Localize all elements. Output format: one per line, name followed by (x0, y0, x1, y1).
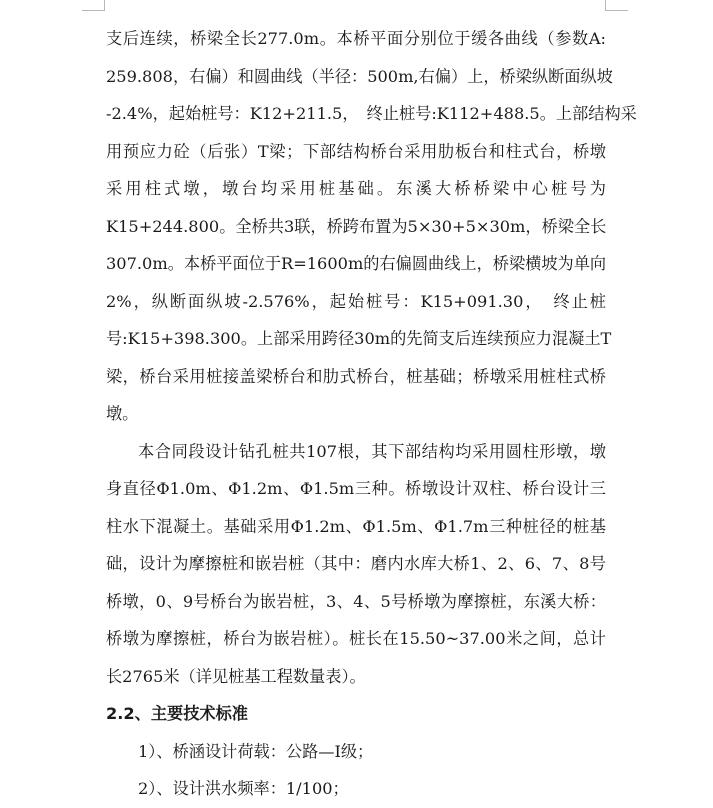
text-line: 墩。 (106, 404, 139, 423)
text-line: 307.0m。本桥平面位于R=1600m的右偏圆曲线上，桥梁横坡为单向 (106, 254, 607, 273)
text-line: 础，设计为摩擦桩和嵌岩桩（其中：磨内水库大桥1、2、6、7、8号 (106, 554, 606, 573)
text-line: 支后连续，桥梁全长277.0m。本桥平面分别位于缓各曲线（参数A: (106, 29, 606, 48)
text-line: 本合同段设计钻孔桩共107根，其下部结构均采用圆柱形墩，墩 (138, 441, 606, 461)
document-page (106, 20, 637, 808)
paragraph-bridge-description (106, 20, 637, 433)
section-heading: 2.2、主要技术标准 (106, 704, 248, 723)
text-line: 2%，纵断面纵坡-2.576%，起始桩号：K15+091.30， 终止桩 (106, 291, 606, 311)
text-line: -2.4%，起始桩号：K12+211.5， 终止桩号:K112+488.5。上部结构采 (106, 104, 637, 123)
text-line: 柱水下混凝土。基础采用Φ1.2m、Φ1.5m、Φ1.7m三种桩径的桩基 (106, 516, 606, 536)
text-line: 259.808，右偏）和圆曲线（半径：500m,右偏）上，桥梁纵断面纵坡 (106, 66, 613, 86)
text-line: K15+244.800。全桥共3联，桥跨布置为5×30+5×30m，桥梁全长 (106, 216, 607, 236)
text-line: 采用柱式墩，墩台均采用桩基础。东溪大桥桥梁中心桩号为 (106, 179, 606, 198)
standards-list (106, 733, 606, 808)
text-line: 桥墩，0、9号桥台为嵌岩桩，3、4、5号桥墩为摩擦桩，东溪大桥： (106, 591, 606, 611)
text-line: 号:K15+398.300。上部采用跨径30m的先简支后连续预应力混凝土T (106, 329, 612, 348)
page-corner-mark-right (605, 0, 628, 11)
text-line: 桥墩为摩擦桩，桥台为嵌岩桩）。桩长在15.50~37.00米之间，总计 (106, 629, 606, 648)
list-item: 2）、设计洪水频率：1/100； (138, 779, 349, 798)
text-line: 身直径Φ1.0m、Φ1.2m、Φ1.5m三种。桥墩设计双柱、桥台设计三 (106, 479, 606, 498)
paragraph-pile-design (106, 433, 606, 696)
text-line: 用预应力砼（后张）T梁；下部结构桥台采用肋板台和柱式台，桥墩 (106, 141, 606, 161)
text-line: 梁，桥台采用桩接盖梁桥台和肋式桥台，桩基础；桥墩采用桩柱式桥 (106, 366, 606, 386)
list-item: 1）、桥涵设计荷载：公路—I级； (138, 741, 374, 761)
text-line: 长2765米（详见桩基工程数量表）。 (106, 666, 366, 686)
page-corner-mark-left (82, 0, 105, 11)
